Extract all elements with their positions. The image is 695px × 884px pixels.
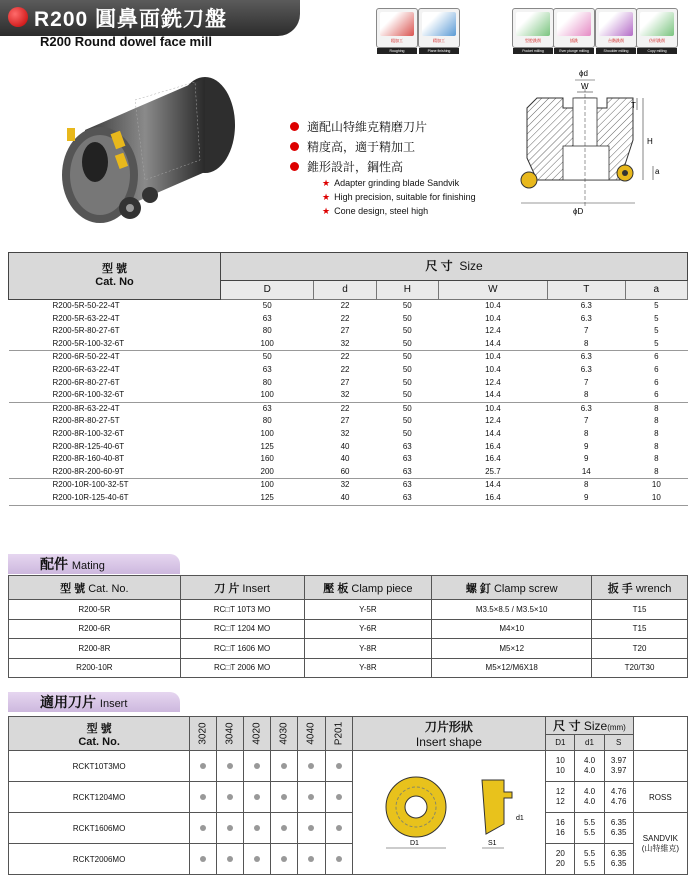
size-cell: 50: [402, 377, 412, 387]
size-cell: 5: [654, 326, 659, 336]
size-col-header: D: [221, 281, 314, 300]
size-cell: 8: [584, 428, 589, 438]
mating-col-header: 螺 釘 Clamp screw: [432, 576, 592, 600]
availability-dot-icon: [336, 856, 342, 862]
size-cell: 10.4: [438, 351, 547, 364]
cat-no-cell: R200-5R-50-22-4T: [9, 300, 221, 313]
insert-row: [9, 813, 688, 844]
size-cell: 50: [402, 313, 412, 323]
size-cell: 50: [402, 428, 412, 438]
feature-cn-text: 適配山特維克精磨刀片: [307, 120, 428, 134]
size-cell: 63: [402, 466, 412, 476]
mating-col-header: 扳 手 wrench: [592, 576, 688, 600]
cat-no-cell: R200-8R-200-60-9T: [52, 466, 125, 476]
size-cell: 6.3: [547, 402, 625, 415]
operation-label: Shoulder milling: [603, 49, 629, 53]
operation-5-icon: [595, 8, 637, 53]
size-cell: 63: [402, 441, 412, 451]
mating-cell: T15: [592, 600, 688, 620]
insert-cat-header: 型 號 Cat. No.: [9, 717, 190, 751]
insert-size-cell: 6.35 6.35: [604, 813, 633, 844]
operation-label: Roughing: [389, 49, 405, 53]
operation-1-icon: [376, 8, 418, 53]
mating-row: [9, 639, 688, 659]
availability-dot-icon: [336, 763, 342, 769]
feature-en-text: Adapter grinding blade Sandvik: [334, 178, 460, 188]
size-table-row: [9, 377, 688, 390]
size-cell: 5: [654, 313, 659, 323]
size-cell: 100: [260, 428, 274, 438]
size-cell: 8: [654, 466, 659, 476]
size-cell: 50: [402, 338, 412, 348]
availability-dot-icon: [336, 794, 342, 800]
size-cell: 6.3: [580, 313, 592, 323]
size-cell: 100: [260, 390, 274, 400]
operation-cn-label: 精加工: [433, 38, 445, 43]
size-cell: 12.4: [485, 377, 501, 387]
availability-dot-icon: [227, 825, 233, 831]
mating-cell: R200-6R: [9, 619, 181, 639]
size-cell: 8: [654, 416, 659, 426]
cat-no-cell: R200-6R-50-22-4T: [9, 351, 221, 364]
red-bullet-icon: [290, 122, 299, 131]
cat-no-cell: R200-5R-100-32-6T: [52, 338, 125, 348]
size-cell: 50: [376, 351, 438, 364]
size-cell: 14.4: [438, 479, 547, 492]
size-cell: 10.4: [438, 402, 547, 415]
features-en: [322, 178, 476, 220]
size-cell: 8: [584, 338, 589, 348]
size-col-header: a: [625, 281, 687, 300]
size-cell: 22: [314, 351, 376, 364]
operation-picture: [557, 12, 591, 36]
diagram-t-label: T: [631, 101, 636, 110]
size-cell: 6.3: [580, 364, 592, 374]
mating-cell: Y-8R: [304, 639, 432, 659]
star-icon: ★: [322, 178, 331, 188]
red-bullet-icon: [290, 162, 299, 171]
cat-no-cell: R200-10R-100-32-5T: [9, 479, 221, 492]
insert-table: [8, 716, 688, 875]
availability-dot-icon: [254, 763, 260, 769]
operation-picture: [599, 12, 633, 36]
mating-cell: M5×12/M6X18: [432, 658, 592, 678]
star-icon: ★: [322, 206, 331, 216]
mating-cell: RC□T 1606 MO: [180, 639, 304, 659]
size-cell: 14.4: [485, 428, 501, 438]
availability-dot-icon: [227, 763, 233, 769]
insert-cat-cell: RCKT10T3MO: [9, 751, 190, 782]
insert-size-cell: 16 16: [546, 813, 575, 844]
size-cell: 80: [262, 377, 272, 387]
page-subtitle: R200 Round dowel face mill: [40, 34, 212, 49]
availability-dot-icon: [200, 763, 206, 769]
brand-cell-sandvik: SANDVIK (山特維克): [633, 813, 687, 875]
mating-cell: RC□T 10T3 MO: [180, 600, 304, 620]
size-cell: 40: [314, 492, 376, 505]
size-table-row: [9, 428, 688, 441]
size-cell: 100: [221, 479, 314, 492]
size-cell: 63: [221, 402, 314, 415]
size-cell: 50: [402, 364, 412, 374]
feature-en-item: [322, 192, 476, 203]
mating-cell: R200-8R: [9, 639, 181, 659]
feature-cn-text: 錐形設計，鋼性高: [307, 160, 404, 174]
svg-text:S1: S1: [487, 839, 497, 847]
size-table-row: [9, 415, 688, 428]
mating-cell: R200-10R: [9, 658, 181, 678]
size-cell: 5: [654, 338, 659, 348]
size-cell: 6: [654, 377, 659, 387]
size-cell: 32: [340, 338, 350, 348]
size-cell: 7: [584, 377, 589, 387]
insert-row: [9, 782, 688, 813]
cat-no-cell: R200-6R-80-27-6T: [52, 377, 120, 387]
size-table-row: [9, 453, 688, 466]
size-cell: 10.4: [485, 313, 501, 323]
availability-dot-icon: [281, 856, 287, 862]
cat-no-cell: R200-8R-125-40-6T: [52, 441, 125, 451]
size-table-row: [9, 300, 688, 313]
grade-header: 4030: [271, 717, 298, 751]
operation-picture: [516, 12, 550, 36]
size-cell: 32: [340, 428, 350, 438]
size-cell: 6: [654, 364, 659, 374]
size-table-row: [9, 492, 688, 505]
grade-header: 4020: [244, 717, 271, 751]
size-cell: 9: [547, 492, 625, 505]
availability-dot-icon: [227, 856, 233, 862]
size-cell: 50: [376, 402, 438, 415]
mating-section-title: 配件 Mating: [8, 554, 180, 574]
mating-cell: Y-6R: [304, 619, 432, 639]
size-table-row: [9, 389, 688, 402]
insert-cat-cell: RCKT2006MO: [9, 844, 190, 875]
availability-dot-icon: [281, 794, 287, 800]
size-cell: 8: [654, 428, 659, 438]
size-cell: 50: [402, 416, 412, 426]
feature-en-text: High precision, suitable for finishing: [334, 192, 476, 202]
mating-row: [9, 658, 688, 678]
size-table-row: [9, 466, 688, 479]
size-cell: 50: [221, 351, 314, 364]
size-cell: 10.4: [438, 300, 547, 313]
size-cell: 12.4: [485, 416, 501, 426]
size-cell: 63: [376, 492, 438, 505]
operation-cn-label: 插銑: [570, 38, 578, 43]
mating-col-header: 型 號 Cat. No.: [9, 576, 181, 600]
operation-cn-label: 粗加工: [391, 38, 403, 43]
size-cell: 63: [262, 313, 272, 323]
diagram-h-label: H: [647, 137, 653, 146]
size-table-row: [9, 351, 688, 364]
insert-size-col-header: S: [604, 735, 633, 751]
size-cell: 9: [584, 454, 589, 464]
mating-table: [8, 575, 688, 678]
operation-label: Copy milling: [647, 49, 667, 53]
availability-dot-icon: [281, 825, 287, 831]
mating-cell: RC□T 1204 MO: [180, 619, 304, 639]
feature-cn-item: [290, 158, 427, 175]
operation-3-icon: [512, 8, 554, 53]
cat-no-cell: R200-6R-100-32-6T: [52, 390, 125, 400]
size-cell: 22: [314, 300, 376, 313]
availability-dot-icon: [336, 825, 342, 831]
insert-cat-cell: RCKT1204MO: [9, 782, 190, 813]
size-cell: 22: [340, 364, 350, 374]
operation-cn-label: 台階銑削: [608, 38, 624, 43]
availability-dot-icon: [200, 825, 206, 831]
insert-size-cell: 4.76 4.76: [604, 782, 633, 813]
size-cell: 50: [402, 326, 412, 336]
insert-size-cell: 12 12: [546, 782, 575, 813]
svg-text:d1: d1: [515, 814, 524, 822]
cat-no-cell: R200-6R-63-22-4T: [52, 364, 120, 374]
insert-shape-drawing: [364, 762, 534, 862]
size-cell: 16.4: [438, 492, 547, 505]
insert-cat-cell: RCKT1606MO: [9, 813, 190, 844]
feature-en-item: [322, 206, 476, 217]
size-cell: 200: [260, 466, 274, 476]
insert-size-cell: 4.0 4.0: [575, 751, 604, 782]
insert-brand-header: [633, 717, 687, 751]
mating-cell: R200-5R: [9, 600, 181, 620]
size-col-header: W: [438, 281, 547, 300]
size-cell: 50: [376, 300, 438, 313]
size-cell: 125: [221, 492, 314, 505]
operation-label: Pocket milling: [522, 49, 544, 53]
diagram-w-label: W: [581, 82, 589, 91]
size-cell: 8: [654, 454, 659, 464]
size-cell: 10: [625, 492, 687, 505]
feature-cn-item: [290, 118, 427, 135]
size-cell: 32: [314, 479, 376, 492]
insert-shape-cell: [352, 751, 546, 875]
mating-cell: T20/T30: [592, 658, 688, 678]
cat-no-cell: R200-10R-125-40-6T: [9, 492, 221, 505]
mating-cell: Y-8R: [304, 658, 432, 678]
svg-text:D1: D1: [409, 839, 419, 847]
size-cell: 22: [314, 402, 376, 415]
insert-size-cell: 4.0 4.0: [575, 782, 604, 813]
insert-row: [9, 751, 688, 782]
feature-cn-text: 精度高，適于精加工: [307, 140, 416, 154]
mating-cell: Y-5R: [304, 600, 432, 620]
mating-cell: M4×10: [432, 619, 592, 639]
insert-size-cell: 5.5 5.5: [575, 844, 604, 875]
size-cell: 8: [625, 402, 687, 415]
availability-dot-icon: [227, 794, 233, 800]
insert-size-col-header: D1: [546, 735, 575, 751]
size-cell: 5: [625, 300, 687, 313]
size-table: [8, 252, 688, 506]
mating-cell: M3.5×8.5 / M3.5×10: [432, 600, 592, 620]
insert-row: [9, 844, 688, 875]
availability-dot-icon: [308, 825, 314, 831]
size-table-row: [9, 338, 688, 351]
size-cell: 8: [654, 441, 659, 451]
insert-section-title: 適用刀片 Insert: [8, 692, 180, 712]
size-cell: 16.4: [485, 454, 501, 464]
size-table-row: [9, 325, 688, 338]
size-cell: 160: [260, 454, 274, 464]
size-col-header: d: [314, 281, 376, 300]
star-icon: ★: [322, 192, 331, 202]
diagram-D-label: ϕD: [573, 207, 584, 216]
mating-col-header: 刀 片 Insert: [180, 576, 304, 600]
feature-en-item: [322, 178, 476, 189]
cat-no-cell: R200-5R-63-22-4T: [52, 313, 120, 323]
insert-size-cell: 10 10: [546, 751, 575, 782]
availability-dot-icon: [308, 763, 314, 769]
size-cell: 63: [376, 479, 438, 492]
size-cell: 10.4: [485, 364, 501, 374]
size-cell: 100: [260, 338, 274, 348]
size-cell: 32: [340, 390, 350, 400]
cat-no-cell: R200-8R-100-32-6T: [52, 428, 125, 438]
grade-header: 3040: [217, 717, 244, 751]
availability-dot-icon: [254, 825, 260, 831]
grade-header: 3020: [190, 717, 217, 751]
insert-size-cell: 20 20: [546, 844, 575, 875]
availability-dot-icon: [308, 856, 314, 862]
size-cell: 14: [581, 466, 591, 476]
availability-dot-icon: [200, 856, 206, 862]
size-table-row: [9, 313, 688, 326]
size-cell: 14.4: [485, 338, 501, 348]
size-table-row: [9, 364, 688, 377]
mating-cell: RC□T 2006 MO: [180, 658, 304, 678]
size-cell: 25.7: [485, 466, 501, 476]
dimension-diagram: [515, 68, 685, 216]
cat-no-cell: R200-8R-80-27-5T: [52, 416, 120, 426]
cat-no-cell: R200-5R-80-27-6T: [52, 326, 120, 336]
page-title: R200 圓鼻面銑刀盤: [34, 8, 228, 31]
size-cell: 63: [402, 454, 412, 464]
size-cell: 80: [262, 416, 272, 426]
operation-2-icon: [418, 8, 460, 53]
red-bullet-icon: [290, 142, 299, 151]
size-cell: 7: [584, 416, 589, 426]
size-col-header: H: [376, 281, 438, 300]
size-table-row: [9, 479, 688, 492]
availability-dot-icon: [254, 856, 260, 862]
operation-picture: [380, 12, 414, 36]
size-cell: 9: [584, 441, 589, 451]
cat-no-cell: R200-8R-160-40-8T: [52, 454, 125, 464]
availability-dot-icon: [254, 794, 260, 800]
size-cell: 16.4: [485, 441, 501, 451]
size-cell: 14.4: [485, 390, 501, 400]
face-mill-product-image: [55, 70, 240, 225]
operation-picture: [640, 12, 674, 36]
size-cell: 8: [584, 390, 589, 400]
insert-size-cell: 5.5 5.5: [575, 813, 604, 844]
size-table-row: [9, 441, 688, 454]
diagram-a-label: a: [655, 167, 660, 176]
size-cell: 6: [654, 390, 659, 400]
feature-cn-item: [290, 138, 427, 155]
insert-size-col-header: d1: [575, 735, 604, 751]
size-cell: 6.3: [547, 351, 625, 364]
insert-size-cell: 6.35 6.35: [604, 844, 633, 875]
operation-label: Plane finishing: [427, 49, 451, 53]
size-cell: 7: [584, 326, 589, 336]
size-col-header: T: [547, 281, 625, 300]
operation-picture: [422, 12, 456, 36]
operation-4-icon: [553, 8, 595, 53]
size-cell: 27: [340, 416, 350, 426]
size-table-cat-header: 型 號 Cat. No: [9, 253, 221, 300]
insert-size-header: 尺 寸 Size(mm): [546, 717, 633, 735]
size-cell: 27: [340, 326, 350, 336]
insert-size-cell: 3.97 3.97: [604, 751, 633, 782]
operation-6-icon: [636, 8, 678, 53]
cat-no-cell: R200-8R-63-22-4T: [9, 402, 221, 415]
mating-col-header: 壓 板 Clamp piece: [304, 576, 432, 600]
brand-cell-ross: ROSS: [633, 782, 687, 813]
features-cn: [290, 118, 427, 178]
header-bullet-icon: [8, 7, 28, 27]
mating-row: [9, 600, 688, 620]
size-cell: 50: [402, 390, 412, 400]
size-cell: 10: [625, 479, 687, 492]
size-cell: 6.3: [547, 300, 625, 313]
availability-dot-icon: [308, 794, 314, 800]
grade-header: P201: [325, 717, 352, 751]
availability-dot-icon: [281, 763, 287, 769]
size-table-size-header: 尺 寸 Size: [221, 253, 688, 281]
mating-cell: T15: [592, 619, 688, 639]
size-cell: 22: [340, 313, 350, 323]
size-cell: 60: [340, 466, 350, 476]
availability-dot-icon: [200, 794, 206, 800]
size-cell: 6: [625, 351, 687, 364]
size-cell: 125: [260, 441, 274, 451]
mating-row: [9, 619, 688, 639]
size-cell: 12.4: [485, 326, 501, 336]
operation-label: Ever plunge milling: [559, 49, 589, 53]
grade-header: 4040: [298, 717, 325, 751]
operation-cn-label: 型腔銑削: [525, 38, 541, 43]
size-cell: 27: [340, 377, 350, 387]
size-cell: 63: [262, 364, 272, 374]
mating-cell: M5×12: [432, 639, 592, 659]
diagram-d-label: ϕd: [579, 69, 588, 78]
size-cell: 50: [221, 300, 314, 313]
size-cell: 40: [340, 454, 350, 464]
size-cell: 8: [547, 479, 625, 492]
insert-shape-header: 刀片形狀 Insert shape: [352, 717, 546, 751]
size-table-row: [9, 402, 688, 415]
mating-cell: T20: [592, 639, 688, 659]
size-cell: 80: [262, 326, 272, 336]
size-cell: 40: [340, 441, 350, 451]
feature-en-text: Cone design, steel high: [334, 206, 429, 216]
operation-cn-label: 仿形銑削: [649, 38, 665, 43]
